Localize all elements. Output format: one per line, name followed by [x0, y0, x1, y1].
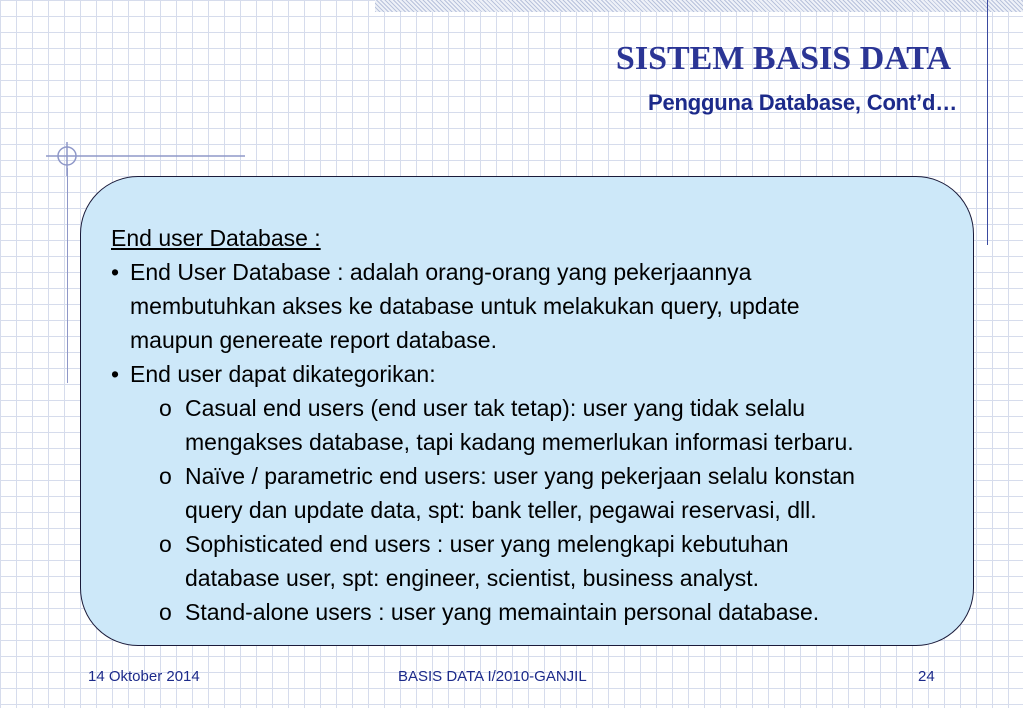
- bullet-marker: •: [111, 259, 120, 285]
- circle-bullet-icon: o: [159, 599, 172, 625]
- footer-course: BASIS DATA I/2010-GANJIL: [398, 668, 587, 685]
- category-line: Naïve / parametric end users: user yang pekerjaan selalu konstan: [185, 463, 855, 489]
- bullet-line: End User Database : adalah orang-orang yang pekerjaannya: [130, 259, 752, 285]
- section-heading: End user Database :: [111, 225, 321, 251]
- slide-subtitle: Pengguna Database, Cont’d…: [648, 90, 957, 115]
- category-line: database user, spt: engineer, scientist, business analyst.: [185, 565, 760, 591]
- bullet-line: membutuhkan akses ke database untuk melakukan query, update: [130, 293, 800, 319]
- category-item: [159, 391, 953, 459]
- bullet-item: [111, 357, 953, 391]
- circle-bullet-icon: o: [159, 463, 172, 489]
- header-hatch-band: [375, 0, 1023, 12]
- category-text: [185, 527, 953, 595]
- bullet-text: [130, 357, 953, 391]
- left-accent-line: [67, 168, 68, 383]
- bullet-marker: •: [111, 361, 120, 387]
- bullet-text: [130, 255, 953, 357]
- category-list: [159, 391, 953, 629]
- bullet-item: [111, 255, 953, 357]
- category-line: Casual end users (end user tak tetap): user yang tidak selalu: [185, 395, 806, 421]
- category-line: mengakses database, tapi kadang memerlukan informasi terbaru.: [185, 429, 854, 455]
- category-text: [185, 391, 953, 459]
- category-item: [159, 595, 953, 629]
- circle-bullet-icon: o: [159, 531, 172, 557]
- category-item: [159, 527, 953, 595]
- category-line: Stand-alone users : user yang memaintain personal database.: [185, 599, 820, 625]
- category-item: [159, 459, 953, 527]
- crosshair-decoration: [40, 140, 250, 176]
- category-text: [185, 459, 953, 527]
- category-line: Sophisticated end users : user yang melengkapi kebutuhan: [185, 531, 789, 557]
- bullet-line: maupun genereate report database.: [130, 327, 497, 353]
- slide-title: SISTEM BASIS DATA: [615, 40, 951, 77]
- circle-bullet-icon: o: [159, 395, 172, 421]
- footer-date: 14 Oktober 2014: [88, 668, 200, 685]
- right-accent-line: [987, 0, 988, 245]
- category-text: [185, 595, 953, 629]
- category-line: query dan update data, spt: bank teller, pegawai reservasi, dll.: [185, 497, 817, 523]
- bullet-line: End user dapat dikategorikan:: [130, 361, 436, 387]
- content-panel: [80, 176, 974, 646]
- footer-page-number: 24: [918, 668, 935, 685]
